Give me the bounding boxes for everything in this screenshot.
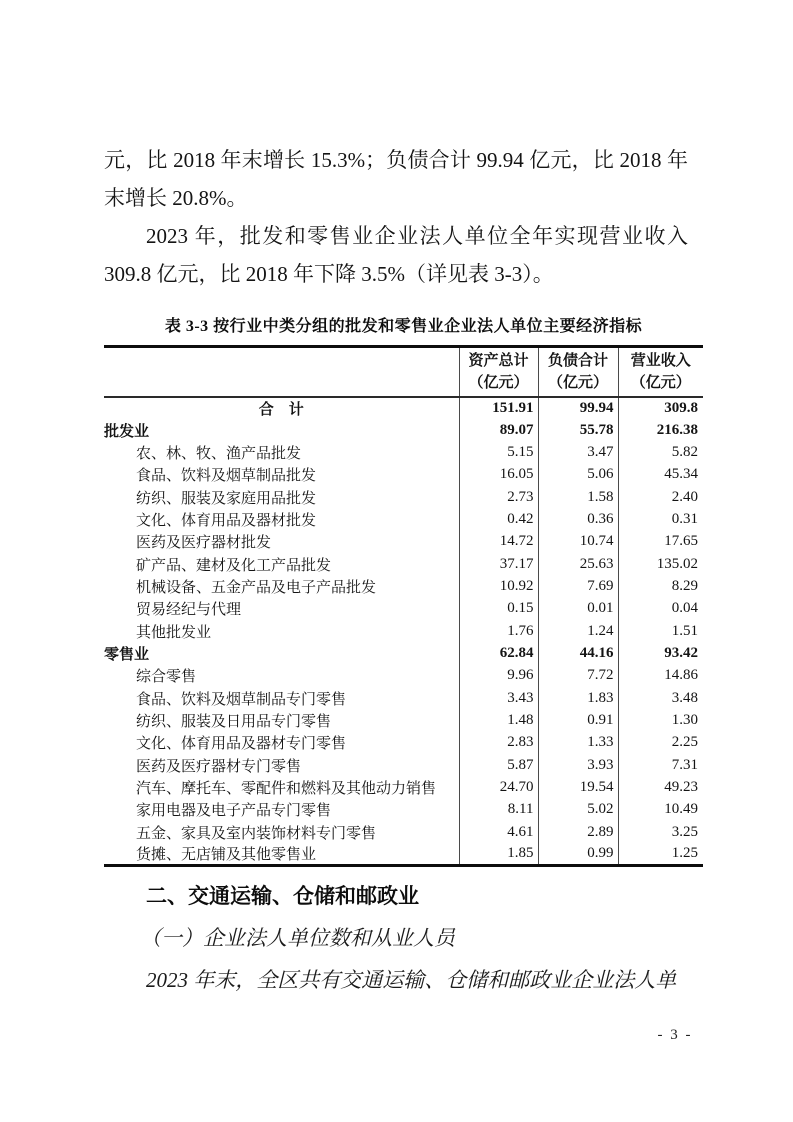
header-unit: （亿元） — [547, 374, 608, 391]
cell-value: 10.92 — [459, 575, 538, 597]
cell-value: 5.02 — [538, 799, 618, 821]
table-row — [104, 709, 703, 731]
cell-value: 7.31 — [671, 756, 698, 773]
header-empty-cell — [104, 347, 459, 397]
cell-value: 0.36 — [538, 508, 618, 530]
header-operating-revenue — [618, 347, 703, 397]
row-label: 综合零售 — [104, 665, 459, 687]
cell-value: 2.40 — [671, 488, 698, 505]
cell-value: 5.87 — [459, 754, 538, 776]
table-row — [104, 464, 703, 486]
table-title: 表 3-3 按行业中类分组的批发和零售业企业法人单位主要经济指标 — [164, 318, 643, 335]
cell-value: 10.49 — [664, 801, 698, 818]
cell-value: 1.58 — [538, 486, 618, 508]
table-row — [104, 397, 703, 419]
cell-value: 7.72 — [538, 665, 618, 687]
header-unit: （亿元） — [630, 374, 691, 391]
cell-value: 2.73 — [459, 486, 538, 508]
row-label: 零售业 — [104, 642, 459, 664]
cell-value: 1.51 — [671, 622, 698, 639]
table-row — [104, 665, 703, 687]
row-label: 家用电器及电子产品专门零售 — [104, 799, 459, 821]
cell-value: 4.61 — [459, 821, 538, 843]
table-row — [104, 776, 703, 798]
table-header — [104, 347, 703, 397]
row-label: 食品、饮料及烟草制品批发 — [104, 464, 459, 486]
row-label: 食品、饮料及烟草制品专门零售 — [104, 687, 459, 709]
header-label: 营业收入 — [630, 352, 691, 369]
header-total-liabilities — [538, 347, 618, 397]
cell-value: 0.04 — [671, 600, 698, 617]
table-row — [104, 687, 703, 709]
table-body — [104, 397, 703, 866]
cell-value: 37.17 — [459, 553, 538, 575]
cell-value: 1.30 — [671, 711, 698, 728]
cell-value: 16.05 — [459, 464, 538, 486]
cell-value: 0.01 — [538, 598, 618, 620]
cell-value: 5.82 — [671, 443, 698, 460]
table-row — [104, 732, 703, 754]
cell-value: 99.94 — [538, 397, 618, 419]
table-row — [104, 575, 703, 597]
cell-value: 151.91 — [459, 397, 538, 419]
cell-value: 216.38 — [656, 421, 698, 438]
subsection-heading-units-employees: （一）企业法人单位数和从业人员 — [140, 926, 455, 951]
cell-value: 55.78 — [538, 419, 618, 441]
cell-value: 1.85 — [459, 843, 538, 866]
table-row — [104, 598, 703, 620]
paragraph-revenue: 2023 年，批发和零售业企业法人单位全年实现营业收入 309.8 亿元，比 2018 年下降 3.5%（详见表 3-3）。 — [104, 224, 688, 286]
cell-value: 93.42 — [664, 644, 698, 661]
cell-value: 25.63 — [538, 553, 618, 575]
cell-value: 1.76 — [459, 620, 538, 642]
cell-value: 0.42 — [459, 508, 538, 530]
cell-value: 7.69 — [538, 575, 618, 597]
table-row — [104, 553, 703, 575]
cell-value: 9.96 — [459, 665, 538, 687]
table-row — [104, 821, 703, 843]
cell-value: 3.25 — [671, 823, 698, 840]
row-label: 贸易经纪与代理 — [104, 598, 459, 620]
table-row — [104, 642, 703, 664]
page-number: - 3 - — [657, 1027, 693, 1043]
cell-value: 3.47 — [538, 441, 618, 463]
row-label: 医药及医疗器材专门零售 — [104, 754, 459, 776]
table-row — [104, 508, 703, 530]
cell-value: 8.29 — [671, 577, 698, 594]
cell-value: 49.23 — [664, 779, 698, 796]
cell-value: 1.48 — [459, 709, 538, 731]
cell-value: 17.65 — [664, 533, 698, 550]
cell-value: 89.07 — [459, 419, 538, 441]
cell-value: 62.84 — [459, 642, 538, 664]
row-label: 纺织、服装及家庭用品批发 — [104, 486, 459, 508]
row-label: 医药及医疗器材批发 — [104, 531, 459, 553]
cell-value: 10.74 — [538, 531, 618, 553]
row-label: 汽车、摩托车、零配件和燃料及其他动力销售 — [104, 776, 459, 798]
cell-value: 3.43 — [459, 687, 538, 709]
cell-value: 1.25 — [671, 845, 698, 862]
cell-value: 19.54 — [538, 776, 618, 798]
cell-value: 0.99 — [538, 843, 618, 866]
table-row — [104, 486, 703, 508]
table-row — [104, 441, 703, 463]
row-label: 批发业 — [104, 419, 459, 441]
page-content — [104, 0, 703, 996]
cell-value: 135.02 — [656, 555, 698, 572]
section-heading-transport: 二、交通运输、仓储和邮政业 — [146, 885, 419, 909]
row-label: 农、林、牧、渔产品批发 — [104, 441, 459, 463]
table-row — [104, 754, 703, 776]
cell-value: 1.33 — [538, 732, 618, 754]
row-label: 五金、家具及室内装饰材料专门零售 — [104, 821, 459, 843]
cell-value: 2.83 — [459, 732, 538, 754]
cell-value: 14.72 — [459, 531, 538, 553]
row-label: 合 计 — [104, 397, 459, 419]
cell-value: 24.70 — [459, 776, 538, 798]
paragraph-liabilities: 元，比 2018 年末增长 15.3%；负债合计 99.94 亿元，比 2018 年末增长 20.8%。 — [104, 148, 688, 210]
row-label: 其他批发业 — [104, 620, 459, 642]
cell-value: 3.93 — [538, 754, 618, 776]
row-label: 机械设备、五金产品及电子产品批发 — [104, 575, 459, 597]
cell-value: 44.16 — [538, 642, 618, 664]
cell-value: 1.24 — [538, 620, 618, 642]
cell-value: 3.48 — [671, 689, 698, 706]
table-row — [104, 799, 703, 821]
paragraph-transport-intro: 2023 年末，全区共有交通运输、仓储和邮政业企业法人单 — [146, 968, 677, 993]
row-label: 文化、体育用品及器材批发 — [104, 508, 459, 530]
table-row — [104, 419, 703, 441]
cell-value: 2.89 — [538, 821, 618, 843]
cell-value: 5.06 — [538, 464, 618, 486]
cell-value: 0.31 — [671, 510, 698, 527]
table-row — [104, 843, 703, 866]
table-row — [104, 531, 703, 553]
economic-indicators-table — [104, 345, 703, 867]
cell-value: 45.34 — [664, 466, 698, 483]
cell-value: 0.15 — [459, 598, 538, 620]
row-label: 矿产品、建材及化工产品批发 — [104, 553, 459, 575]
header-total-assets — [459, 347, 538, 397]
row-label: 纺织、服装及日用品专门零售 — [104, 709, 459, 731]
cell-value: 309.8 — [664, 399, 698, 416]
header-label: 负债合计 — [547, 352, 608, 369]
table-row — [104, 620, 703, 642]
row-label: 文化、体育用品及器材专门零售 — [104, 732, 459, 754]
cell-value: 8.11 — [459, 799, 538, 821]
cell-value: 1.83 — [538, 687, 618, 709]
cell-value: 14.86 — [664, 667, 698, 684]
cell-value: 0.91 — [538, 709, 618, 731]
header-unit: （亿元） — [468, 374, 529, 391]
cell-value: 2.25 — [671, 734, 698, 751]
header-label: 资产总计 — [468, 352, 529, 369]
cell-value: 5.15 — [459, 441, 538, 463]
row-label: 货摊、无店铺及其他零售业 — [104, 843, 459, 866]
